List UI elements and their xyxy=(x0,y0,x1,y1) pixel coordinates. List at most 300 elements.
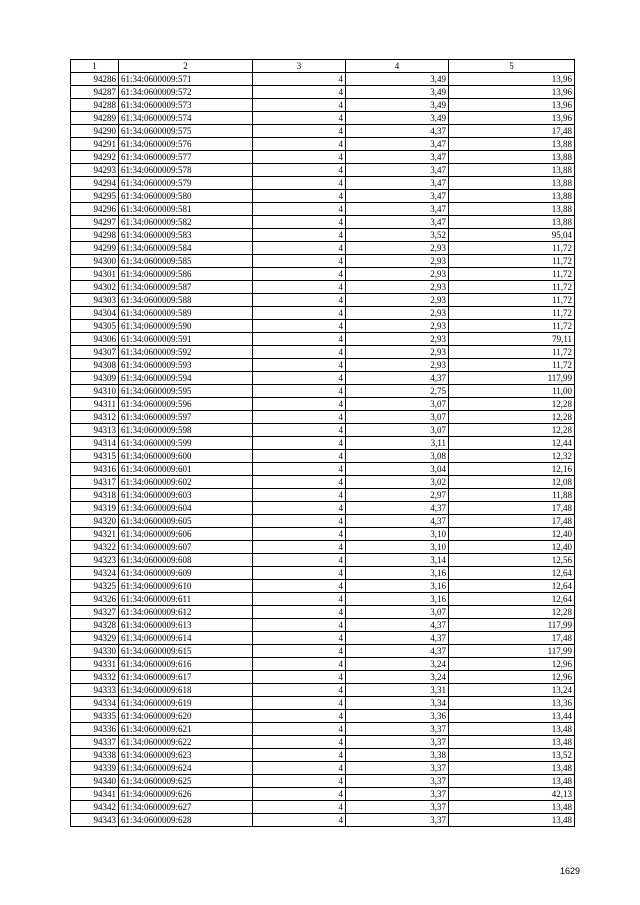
table-cell-col1: 94325 xyxy=(71,580,119,593)
table-cell-col3: 4 xyxy=(253,645,346,658)
table-cell-col5: 13,96 xyxy=(449,73,575,86)
table-cell-col5: 13,48 xyxy=(449,723,575,736)
table-cell-col1: 94293 xyxy=(71,164,119,177)
table-cell-col4: 3,14 xyxy=(346,554,449,567)
table-cell-col1: 94288 xyxy=(71,99,119,112)
table-row xyxy=(71,151,575,164)
table-cell-col2: 61:34:0600009:579 xyxy=(119,177,253,190)
table-cell-col2: 61:34:0600009:613 xyxy=(119,619,253,632)
table-row xyxy=(71,138,575,151)
table-cell-col4: 3,52 xyxy=(346,229,449,242)
table-cell-col3: 4 xyxy=(253,710,346,723)
table-cell-col5: 12,28 xyxy=(449,424,575,437)
table-cell-col1: 94294 xyxy=(71,177,119,190)
table-cell-col5: 12,64 xyxy=(449,580,575,593)
table-cell-col1: 94317 xyxy=(71,476,119,489)
column-header-5: 5 xyxy=(449,60,575,73)
table-cell-col3: 4 xyxy=(253,112,346,125)
table-row xyxy=(71,528,575,541)
table-cell-col2: 61:34:0600009:608 xyxy=(119,554,253,567)
table-cell-col1: 94313 xyxy=(71,424,119,437)
table-cell-col1: 94295 xyxy=(71,190,119,203)
table-row xyxy=(71,99,575,112)
table-row xyxy=(71,255,575,268)
table-cell-col3: 4 xyxy=(253,528,346,541)
table-row xyxy=(71,775,575,788)
table-cell-col4: 3,34 xyxy=(346,697,449,710)
table-row xyxy=(71,359,575,372)
table-row xyxy=(71,294,575,307)
table-cell-col1: 94342 xyxy=(71,801,119,814)
table-cell-col2: 61:34:0600009:621 xyxy=(119,723,253,736)
table-cell-col4: 3,47 xyxy=(346,164,449,177)
table-cell-col1: 94291 xyxy=(71,138,119,151)
table-cell-col3: 4 xyxy=(253,125,346,138)
table-cell-col1: 94297 xyxy=(71,216,119,229)
table-cell-col5: 12,44 xyxy=(449,437,575,450)
table-header-row xyxy=(71,60,575,73)
table-cell-col2: 61:34:0600009:584 xyxy=(119,242,253,255)
table-row xyxy=(71,580,575,593)
table-cell-col3: 4 xyxy=(253,749,346,762)
table-cell-col3: 4 xyxy=(253,86,346,99)
table-cell-col3: 4 xyxy=(253,229,346,242)
table-cell-col3: 4 xyxy=(253,489,346,502)
table-cell-col5: 95,04 xyxy=(449,229,575,242)
table-row xyxy=(71,437,575,450)
table-cell-col3: 4 xyxy=(253,151,346,164)
table-cell-col4: 4,37 xyxy=(346,619,449,632)
table-cell-col5: 13,96 xyxy=(449,112,575,125)
table-row xyxy=(71,515,575,528)
table-row xyxy=(71,268,575,281)
table-cell-col5: 13,48 xyxy=(449,801,575,814)
table-cell-col3: 4 xyxy=(253,268,346,281)
table-cell-col4: 3,47 xyxy=(346,151,449,164)
table-cell-col3: 4 xyxy=(253,775,346,788)
table-row xyxy=(71,593,575,606)
table-cell-col2: 61:34:0600009:591 xyxy=(119,333,253,346)
table-cell-col2: 61:34:0600009:595 xyxy=(119,385,253,398)
table-row xyxy=(71,645,575,658)
table-cell-col5: 117,99 xyxy=(449,372,575,385)
table-row xyxy=(71,86,575,99)
table-cell-col1: 94292 xyxy=(71,151,119,164)
table-row xyxy=(71,307,575,320)
table-row xyxy=(71,788,575,801)
table-cell-col3: 4 xyxy=(253,593,346,606)
table-cell-col3: 4 xyxy=(253,411,346,424)
table-cell-col4: 4,37 xyxy=(346,645,449,658)
table-cell-col2: 61:34:0600009:594 xyxy=(119,372,253,385)
table-cell-col1: 94322 xyxy=(71,541,119,554)
table-cell-col3: 4 xyxy=(253,99,346,112)
table-row xyxy=(71,671,575,684)
table-cell-col5: 17,48 xyxy=(449,125,575,138)
table-cell-col3: 4 xyxy=(253,164,346,177)
table-row xyxy=(71,424,575,437)
table-cell-col3: 4 xyxy=(253,541,346,554)
table-cell-col5: 12,28 xyxy=(449,398,575,411)
table-cell-col3: 4 xyxy=(253,671,346,684)
table-cell-col3: 4 xyxy=(253,242,346,255)
table-cell-col1: 94319 xyxy=(71,502,119,515)
table-cell-col5: 12,96 xyxy=(449,658,575,671)
table-row xyxy=(71,619,575,632)
table-cell-col2: 61:34:0600009:625 xyxy=(119,775,253,788)
table-cell-col4: 2,93 xyxy=(346,359,449,372)
table-cell-col3: 4 xyxy=(253,346,346,359)
table-row xyxy=(71,736,575,749)
table-cell-col4: 3,16 xyxy=(346,567,449,580)
table-cell-col4: 2,75 xyxy=(346,385,449,398)
table-row xyxy=(71,801,575,814)
table-cell-col5: 13,88 xyxy=(449,190,575,203)
table-cell-col5: 12,40 xyxy=(449,541,575,554)
table-cell-col5: 11,88 xyxy=(449,489,575,502)
table-cell-col3: 4 xyxy=(253,476,346,489)
table-cell-col4: 3,47 xyxy=(346,177,449,190)
table-cell-col4: 3,10 xyxy=(346,541,449,554)
table-cell-col4: 2,93 xyxy=(346,242,449,255)
table-row xyxy=(71,398,575,411)
table-cell-col2: 61:34:0600009:615 xyxy=(119,645,253,658)
table-cell-col2: 61:34:0600009:617 xyxy=(119,671,253,684)
table-row xyxy=(71,372,575,385)
table-cell-col1: 94316 xyxy=(71,463,119,476)
table-row xyxy=(71,502,575,515)
table-cell-col2: 61:34:0600009:602 xyxy=(119,476,253,489)
table-cell-col1: 94337 xyxy=(71,736,119,749)
table-cell-col5: 11,00 xyxy=(449,385,575,398)
table-row xyxy=(71,333,575,346)
table-row xyxy=(71,697,575,710)
table-cell-col4: 2,93 xyxy=(346,320,449,333)
table-cell-col2: 61:34:0600009:582 xyxy=(119,216,253,229)
table-cell-col5: 13,44 xyxy=(449,710,575,723)
table-cell-col2: 61:34:0600009:612 xyxy=(119,606,253,619)
table-cell-col3: 4 xyxy=(253,216,346,229)
table-cell-col2: 61:34:0600009:597 xyxy=(119,411,253,424)
table-cell-col1: 94289 xyxy=(71,112,119,125)
table-cell-col5: 117,99 xyxy=(449,619,575,632)
table-cell-col5: 12,40 xyxy=(449,528,575,541)
table-cell-col1: 94338 xyxy=(71,749,119,762)
table-cell-col1: 94329 xyxy=(71,632,119,645)
table-cell-col5: 13,88 xyxy=(449,151,575,164)
table-cell-col4: 2,93 xyxy=(346,294,449,307)
table-cell-col5: 13,36 xyxy=(449,697,575,710)
table-cell-col1: 94300 xyxy=(71,255,119,268)
table-cell-col1: 94307 xyxy=(71,346,119,359)
table-cell-col3: 4 xyxy=(253,294,346,307)
table-cell-col4: 3,49 xyxy=(346,99,449,112)
table-row xyxy=(71,749,575,762)
table-cell-col4: 2,93 xyxy=(346,281,449,294)
table-cell-col2: 61:34:0600009:604 xyxy=(119,502,253,515)
table-row xyxy=(71,450,575,463)
table-row xyxy=(71,320,575,333)
table-cell-col2: 61:34:0600009:622 xyxy=(119,736,253,749)
table-cell-col4: 3,47 xyxy=(346,203,449,216)
table-cell-col3: 4 xyxy=(253,398,346,411)
table-cell-col4: 3,37 xyxy=(346,736,449,749)
table-cell-col5: 13,48 xyxy=(449,814,575,827)
table-cell-col5: 13,48 xyxy=(449,775,575,788)
table-cell-col1: 94301 xyxy=(71,268,119,281)
table-cell-col1: 94332 xyxy=(71,671,119,684)
table-cell-col5: 12,28 xyxy=(449,411,575,424)
table-cell-col4: 3,38 xyxy=(346,749,449,762)
table-cell-col5: 11,72 xyxy=(449,242,575,255)
table-cell-col2: 61:34:0600009:609 xyxy=(119,567,253,580)
table-cell-col2: 61:34:0600009:601 xyxy=(119,463,253,476)
column-header-2: 2 xyxy=(119,60,253,73)
table-cell-col4: 3,49 xyxy=(346,86,449,99)
table-cell-col4: 2,93 xyxy=(346,307,449,320)
table-cell-col2: 61:34:0600009:606 xyxy=(119,528,253,541)
table-cell-col5: 12,64 xyxy=(449,593,575,606)
table-cell-col4: 3,49 xyxy=(346,73,449,86)
table-cell-col1: 94305 xyxy=(71,320,119,333)
table-cell-col3: 4 xyxy=(253,372,346,385)
table-cell-col3: 4 xyxy=(253,437,346,450)
table-cell-col3: 4 xyxy=(253,281,346,294)
table-row xyxy=(71,814,575,827)
column-header-4: 4 xyxy=(346,60,449,73)
table-cell-col5: 13,88 xyxy=(449,138,575,151)
table-cell-col2: 61:34:0600009:576 xyxy=(119,138,253,151)
table-cell-col3: 4 xyxy=(253,502,346,515)
table-cell-col2: 61:34:0600009:589 xyxy=(119,307,253,320)
table-cell-col5: 13,48 xyxy=(449,736,575,749)
table-cell-col3: 4 xyxy=(253,424,346,437)
table-cell-col4: 2,93 xyxy=(346,333,449,346)
table-cell-col4: 3,37 xyxy=(346,775,449,788)
table-cell-col4: 3,07 xyxy=(346,606,449,619)
table-cell-col3: 4 xyxy=(253,359,346,372)
table-cell-col3: 4 xyxy=(253,606,346,619)
table-cell-col1: 94331 xyxy=(71,658,119,671)
table-cell-col2: 61:34:0600009:596 xyxy=(119,398,253,411)
table-body xyxy=(71,73,575,827)
table-cell-col2: 61:34:0600009:624 xyxy=(119,762,253,775)
table-row xyxy=(71,242,575,255)
table-cell-col5: 12,64 xyxy=(449,567,575,580)
column-header-3: 3 xyxy=(253,60,346,73)
table-cell-col1: 94343 xyxy=(71,814,119,827)
table-cell-col1: 94326 xyxy=(71,593,119,606)
table-cell-col1: 94309 xyxy=(71,372,119,385)
table-cell-col5: 11,72 xyxy=(449,255,575,268)
table-cell-col2: 61:34:0600009:586 xyxy=(119,268,253,281)
table-row xyxy=(71,606,575,619)
table-cell-col3: 4 xyxy=(253,788,346,801)
table-row xyxy=(71,463,575,476)
table-cell-col2: 61:34:0600009:583 xyxy=(119,229,253,242)
table-cell-col4: 4,37 xyxy=(346,125,449,138)
table-cell-col3: 4 xyxy=(253,138,346,151)
table-cell-col3: 4 xyxy=(253,333,346,346)
table-cell-col5: 13,24 xyxy=(449,684,575,697)
table-cell-col5: 12,28 xyxy=(449,606,575,619)
table-cell-col1: 94341 xyxy=(71,788,119,801)
table-cell-col2: 61:34:0600009:618 xyxy=(119,684,253,697)
table-cell-col1: 94330 xyxy=(71,645,119,658)
table-cell-col3: 4 xyxy=(253,554,346,567)
table-cell-col5: 12,96 xyxy=(449,671,575,684)
table-cell-col5: 13,96 xyxy=(449,99,575,112)
table-cell-col2: 61:34:0600009:598 xyxy=(119,424,253,437)
table-cell-col1: 94334 xyxy=(71,697,119,710)
table-cell-col4: 2,93 xyxy=(346,255,449,268)
table-cell-col4: 3,36 xyxy=(346,710,449,723)
table-row xyxy=(71,112,575,125)
table-row xyxy=(71,489,575,502)
table-cell-col2: 61:34:0600009:600 xyxy=(119,450,253,463)
table-cell-col2: 61:34:0600009:571 xyxy=(119,73,253,86)
table-cell-col2: 61:34:0600009:627 xyxy=(119,801,253,814)
table-cell-col4: 3,37 xyxy=(346,762,449,775)
table-cell-col5: 11,72 xyxy=(449,346,575,359)
table-cell-col1: 94315 xyxy=(71,450,119,463)
table-cell-col3: 4 xyxy=(253,697,346,710)
table-cell-col5: 11,72 xyxy=(449,294,575,307)
table-cell-col4: 2,93 xyxy=(346,268,449,281)
table-cell-col4: 3,47 xyxy=(346,216,449,229)
table-cell-col5: 11,72 xyxy=(449,307,575,320)
table-cell-col3: 4 xyxy=(253,814,346,827)
table-cell-col5: 11,72 xyxy=(449,268,575,281)
table-cell-col4: 3,24 xyxy=(346,671,449,684)
table-cell-col3: 4 xyxy=(253,463,346,476)
table-cell-col3: 4 xyxy=(253,658,346,671)
table-cell-col4: 3,31 xyxy=(346,684,449,697)
table-cell-col2: 61:34:0600009:610 xyxy=(119,580,253,593)
table-cell-col5: 13,48 xyxy=(449,762,575,775)
table-cell-col5: 11,72 xyxy=(449,359,575,372)
table-cell-col5: 17,48 xyxy=(449,502,575,515)
table-row xyxy=(71,190,575,203)
table-row xyxy=(71,710,575,723)
table-cell-col2: 61:34:0600009:599 xyxy=(119,437,253,450)
table-cell-col1: 94312 xyxy=(71,411,119,424)
table-cell-col5: 11,72 xyxy=(449,281,575,294)
table-row xyxy=(71,281,575,294)
table-cell-col1: 94333 xyxy=(71,684,119,697)
table-cell-col1: 94299 xyxy=(71,242,119,255)
table-cell-col1: 94311 xyxy=(71,398,119,411)
table-cell-col4: 2,93 xyxy=(346,346,449,359)
table-row xyxy=(71,125,575,138)
table-cell-col1: 94304 xyxy=(71,307,119,320)
table-cell-col3: 4 xyxy=(253,723,346,736)
table-cell-col3: 4 xyxy=(253,567,346,580)
table-row xyxy=(71,476,575,489)
table-cell-col5: 13,96 xyxy=(449,86,575,99)
table-cell-col1: 94287 xyxy=(71,86,119,99)
table-cell-col3: 4 xyxy=(253,73,346,86)
table-cell-col2: 61:34:0600009:616 xyxy=(119,658,253,671)
table-cell-col2: 61:34:0600009:593 xyxy=(119,359,253,372)
table-cell-col2: 61:34:0600009:573 xyxy=(119,99,253,112)
table-cell-col2: 61:34:0600009:588 xyxy=(119,294,253,307)
table-cell-col1: 94320 xyxy=(71,515,119,528)
table-cell-col3: 4 xyxy=(253,762,346,775)
table-cell-col2: 61:34:0600009:611 xyxy=(119,593,253,606)
table-cell-col1: 94306 xyxy=(71,333,119,346)
table-row xyxy=(71,177,575,190)
table-cell-col3: 4 xyxy=(253,632,346,645)
table-cell-col2: 61:34:0600009:620 xyxy=(119,710,253,723)
table-cell-col2: 61:34:0600009:577 xyxy=(119,151,253,164)
table-cell-col1: 94296 xyxy=(71,203,119,216)
table-cell-col4: 3,10 xyxy=(346,528,449,541)
table-cell-col5: 12,56 xyxy=(449,554,575,567)
table-cell-col2: 61:34:0600009:619 xyxy=(119,697,253,710)
table-cell-col5: 12,32 xyxy=(449,450,575,463)
table-cell-col2: 61:34:0600009:626 xyxy=(119,788,253,801)
table-row xyxy=(71,684,575,697)
table-row xyxy=(71,723,575,736)
table-cell-col1: 94318 xyxy=(71,489,119,502)
table-row xyxy=(71,411,575,424)
table-cell-col2: 61:34:0600009:574 xyxy=(119,112,253,125)
table-cell-col2: 61:34:0600009:603 xyxy=(119,489,253,502)
table-cell-col2: 61:34:0600009:572 xyxy=(119,86,253,99)
table-cell-col3: 4 xyxy=(253,684,346,697)
table-cell-col4: 3,37 xyxy=(346,723,449,736)
page-number: 1629 xyxy=(560,866,581,876)
table-cell-col5: 42,13 xyxy=(449,788,575,801)
table-cell-col5: 17,48 xyxy=(449,515,575,528)
table-cell-col2: 61:34:0600009:590 xyxy=(119,320,253,333)
table-cell-col1: 94302 xyxy=(71,281,119,294)
table-cell-col3: 4 xyxy=(253,177,346,190)
table-cell-col2: 61:34:0600009:614 xyxy=(119,632,253,645)
table-cell-col2: 61:34:0600009:628 xyxy=(119,814,253,827)
table-cell-col4: 3,04 xyxy=(346,463,449,476)
table-cell-col4: 3,47 xyxy=(346,190,449,203)
table-cell-col5: 13,88 xyxy=(449,203,575,216)
table-cell-col2: 61:34:0600009:607 xyxy=(119,541,253,554)
table-cell-col1: 94340 xyxy=(71,775,119,788)
table-cell-col2: 61:34:0600009:575 xyxy=(119,125,253,138)
table-cell-col4: 2,97 xyxy=(346,489,449,502)
table-cell-col5: 13,88 xyxy=(449,164,575,177)
table-cell-col4: 4,37 xyxy=(346,502,449,515)
table-cell-col5: 13,88 xyxy=(449,177,575,190)
table-cell-col1: 94324 xyxy=(71,567,119,580)
table-cell-col1: 94336 xyxy=(71,723,119,736)
table-row xyxy=(71,346,575,359)
table-cell-col2: 61:34:0600009:623 xyxy=(119,749,253,762)
table-cell-col3: 4 xyxy=(253,736,346,749)
table-cell-col2: 61:34:0600009:580 xyxy=(119,190,253,203)
table-cell-col4: 3,49 xyxy=(346,112,449,125)
table-cell-col5: 79,11 xyxy=(449,333,575,346)
table-row xyxy=(71,73,575,86)
table-cell-col1: 94328 xyxy=(71,619,119,632)
table-cell-col1: 94290 xyxy=(71,125,119,138)
table-cell-col3: 4 xyxy=(253,385,346,398)
table-cell-col1: 94335 xyxy=(71,710,119,723)
table-cell-col5: 13,52 xyxy=(449,749,575,762)
table-cell-col4: 3,37 xyxy=(346,801,449,814)
table-cell-col1: 94298 xyxy=(71,229,119,242)
table-cell-col4: 3,37 xyxy=(346,788,449,801)
table-cell-col4: 3,07 xyxy=(346,411,449,424)
